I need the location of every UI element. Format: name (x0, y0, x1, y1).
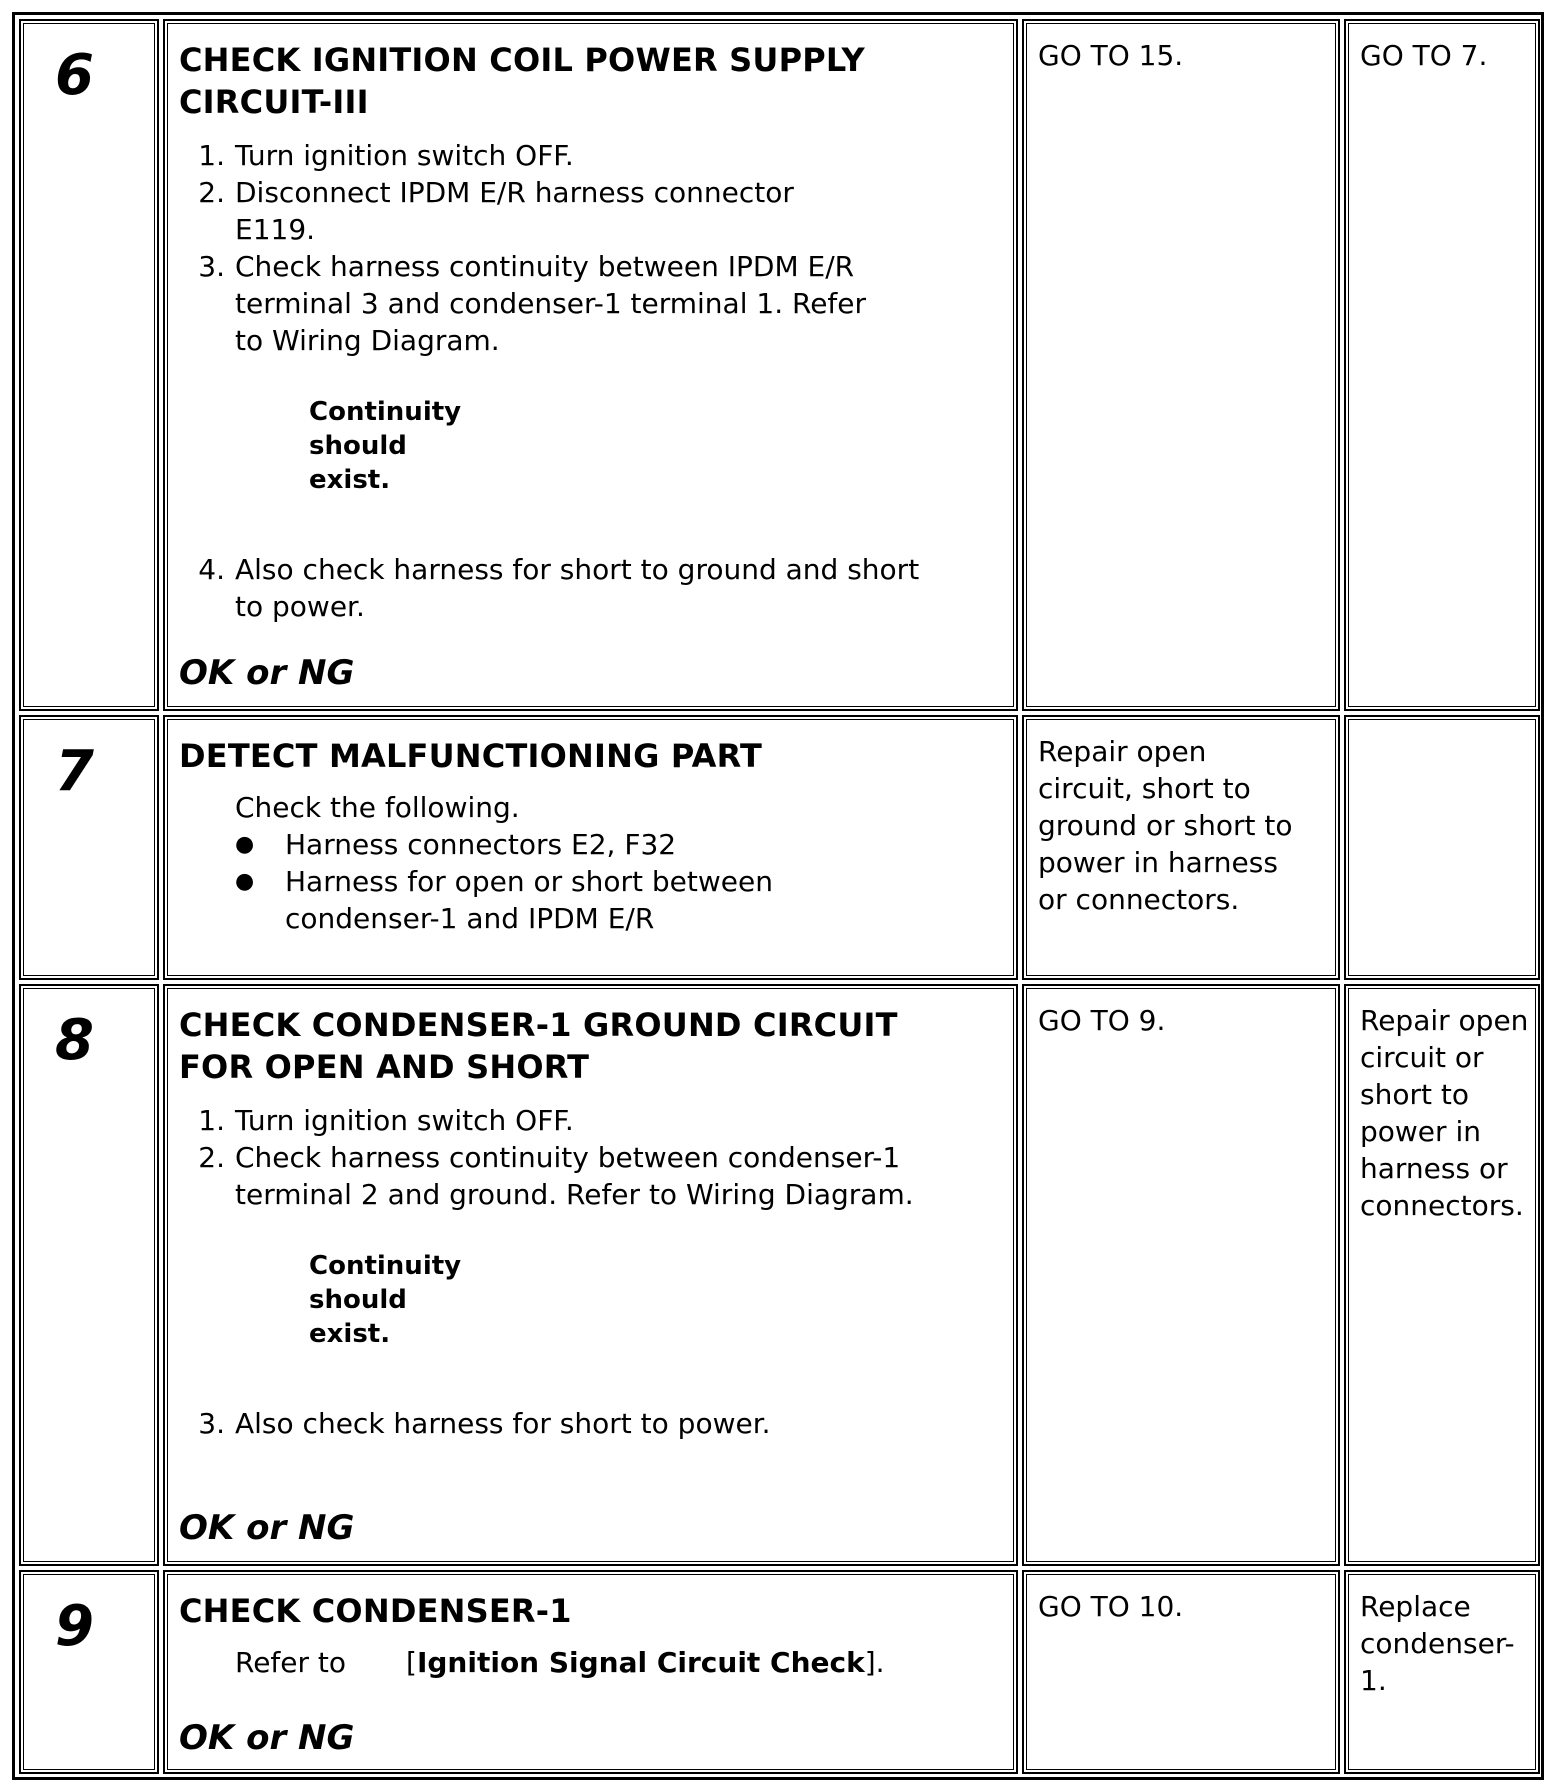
step-6-ok-cell (1022, 19, 1340, 711)
step-title: CHECK CONDENSER-1 GROUND CIRCUIT FOR OPEN AND SHORT (179, 1006, 898, 1086)
ok-result: GO TO 10. (1038, 1590, 1184, 1623)
refer-line: Refer to [Ignition Signal Circuit Check]. (235, 1646, 885, 1679)
step-6-number-cell (19, 19, 159, 711)
step-9-number-cell (19, 1570, 159, 1774)
ng-result: Replace condenser-1. (1360, 1590, 1515, 1697)
step-9-content-cell (163, 1570, 1018, 1774)
list-item: ● Harness for open or short between condenser-1 and IPDM E/R (235, 865, 773, 935)
list-item: 2. Disconnect IPDM E/R harness connector E119. (198, 176, 794, 246)
step-title: CHECK IGNITION COIL POWER SUPPLY CIRCUIT-III (179, 41, 865, 121)
intro-text: Check the following. (235, 791, 520, 824)
ignition-signal-circuit-check-link[interactable]: Ignition Signal Circuit Check (416, 1646, 865, 1679)
continuity-note: Continuity should exist. (309, 397, 462, 495)
list-item: 1. Turn ignition switch OFF. (198, 1104, 574, 1137)
list-item: 2. Check harness continuity between condenser-1 terminal 2 and ground. Refer to Wiring Diagram. (198, 1141, 914, 1211)
step-number: 6 (55, 43, 94, 108)
step-list (179, 1405, 1002, 1442)
step-7-content-cell (163, 715, 1018, 980)
step-6-ng-cell (1344, 19, 1540, 711)
ng-result: GO TO 7. (1360, 39, 1488, 72)
list-item: 3. Also check harness for short to power. (198, 1407, 771, 1440)
step-list (179, 1102, 1002, 1213)
step-8-content-cell (163, 984, 1018, 1566)
ok-or-ng-label: OK or NG (179, 1508, 355, 1548)
step-list (179, 137, 1002, 359)
list-item: ● Harness connectors E2, F32 (235, 828, 677, 861)
ok-or-ng-label: OK or NG (179, 1718, 355, 1758)
step-number: 7 (55, 739, 94, 804)
ng-result: Repair open circuit or short to power in harness or connectors. (1360, 1004, 1529, 1222)
step-6-content-cell (163, 19, 1018, 711)
step-title: CHECK CONDENSER-1 (179, 1592, 572, 1630)
continuity-note: Continuity should exist. (309, 1251, 462, 1349)
step-9-ng-cell (1344, 1570, 1540, 1774)
step-7-ng-cell (1344, 715, 1540, 980)
step-8-number-cell (19, 984, 159, 1566)
ok-result: GO TO 9. (1038, 1004, 1166, 1037)
step-number: 9 (55, 1594, 94, 1659)
ok-or-ng-label: OK or NG (179, 653, 355, 693)
step-7-number-cell (19, 715, 159, 980)
list-item: 3. Check harness continuity between IPDM E/R terminal 3 and condenser-1 terminal 1. Refer to Wiring Diagram. (198, 250, 867, 357)
step-number: 8 (55, 1008, 94, 1073)
step-7-ok-cell (1022, 715, 1340, 980)
step-title: DETECT MALFUNCTIONING PART (179, 737, 762, 775)
step-8-ng-cell (1344, 984, 1540, 1566)
list-item: 4. Also check harness for short to ground and short to power. (198, 553, 920, 623)
step-9-ok-cell (1022, 1570, 1340, 1774)
step-8-ok-cell (1022, 984, 1340, 1566)
list-item: 1. Turn ignition switch OFF. (198, 139, 574, 172)
ok-result: GO TO 15. (1038, 39, 1184, 72)
step-list (179, 551, 1002, 625)
ok-result: Repair open circuit, short to ground or short to power in harness or connectors. (1038, 735, 1293, 916)
